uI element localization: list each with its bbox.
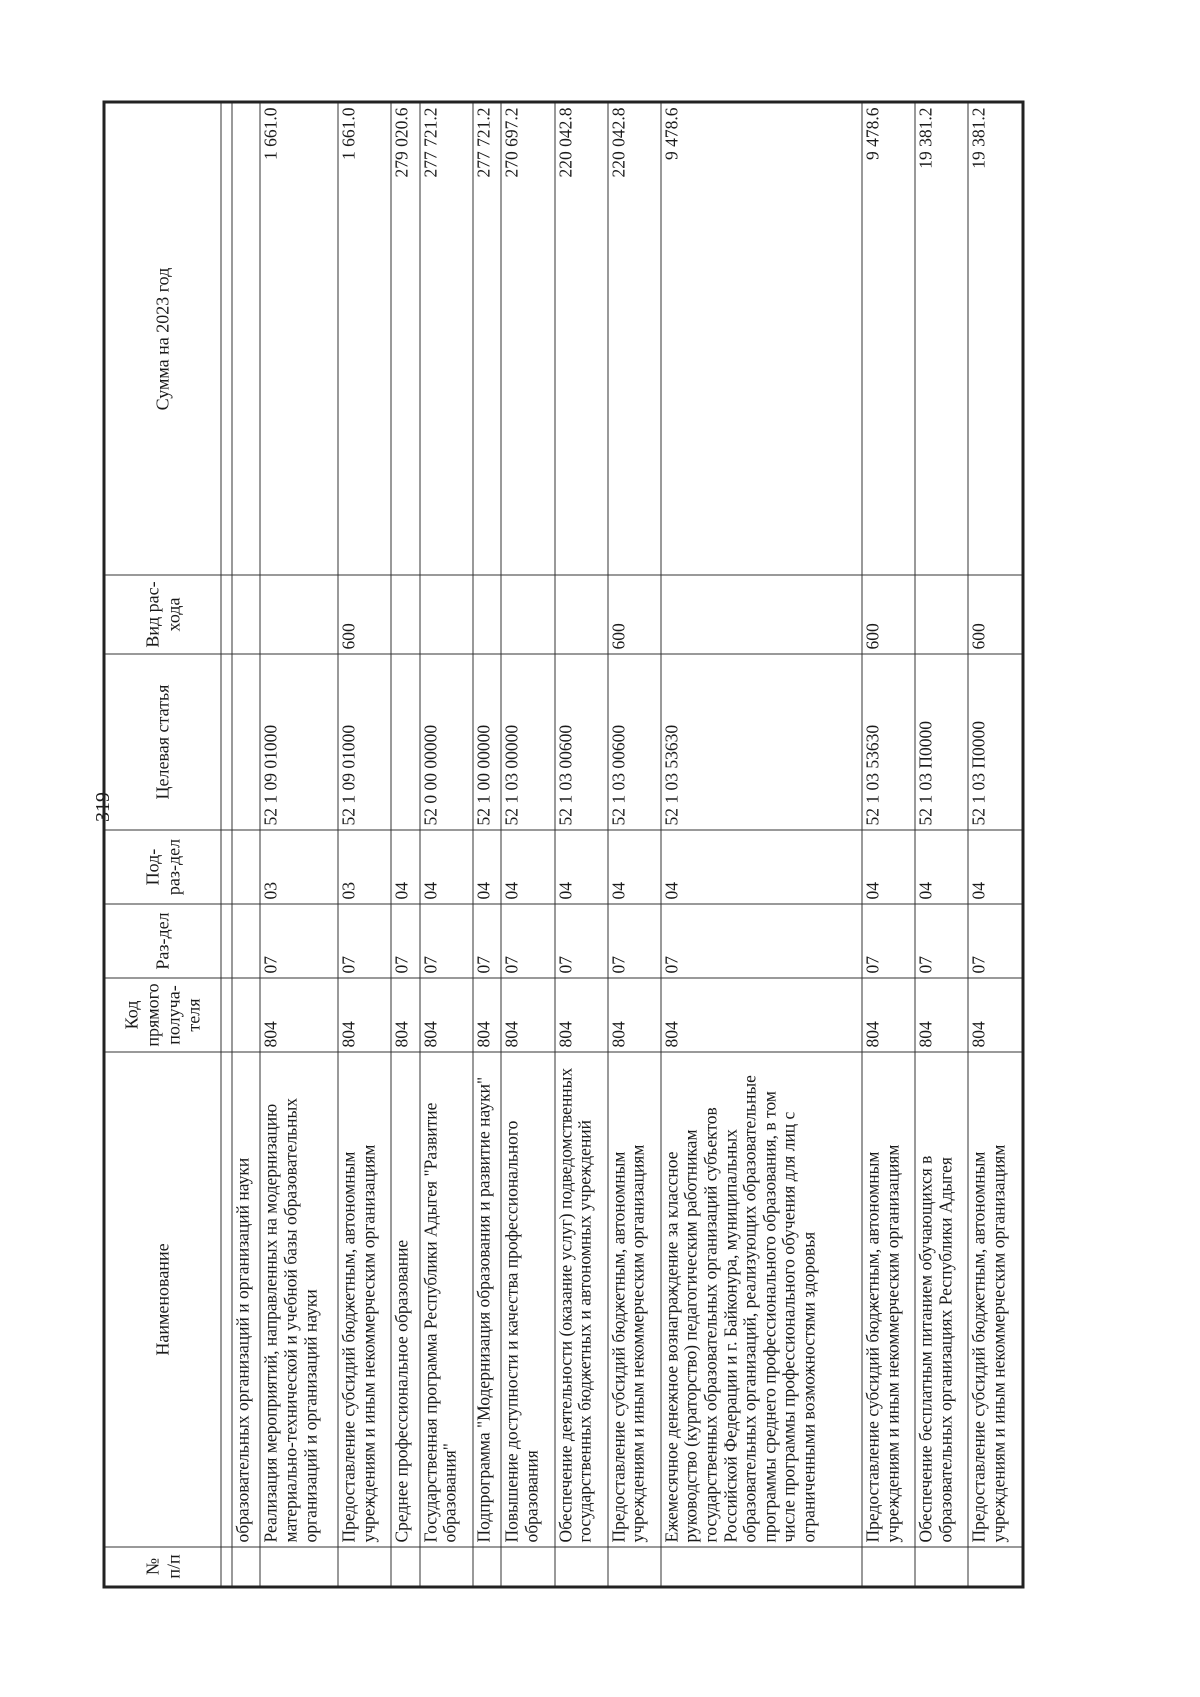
header-num: № п/п [104, 1547, 221, 1587]
header-razdel: Раз-дел [104, 904, 221, 978]
cell-name: Среднее профессиональное образование [391, 1052, 419, 1547]
cell-vid [391, 575, 419, 654]
cell-num [420, 1547, 473, 1587]
table-row [391, 102, 419, 1587]
cell-kod [232, 978, 260, 1052]
cell-podrazdel: 04 [420, 830, 473, 904]
cell-kod: 804 [555, 978, 608, 1052]
cell-sum: 1 661.0 [260, 102, 338, 575]
cell-sum: 270 697.2 [501, 102, 554, 575]
cell-sum: 277 721.2 [420, 102, 473, 575]
cell-vid: 600 [862, 575, 915, 654]
budget-table [103, 101, 1025, 1589]
table-row [473, 102, 501, 1587]
cell-name: Предоставление субсидий бюджетным, автономным учреждениям и иным некоммерческим организациям [968, 1052, 1023, 1547]
cell-kod: 804 [391, 978, 419, 1052]
cell-vid: 600 [338, 575, 391, 654]
cell-sum: 277 721.2 [473, 102, 501, 575]
cell-cel: 52 1 03 00600 [608, 654, 661, 830]
cell-name: Подпрограмма "Модернизация образования и развитие науки" [473, 1052, 501, 1547]
cell-podrazdel: 03 [260, 830, 338, 904]
cell-podrazdel: 04 [968, 830, 1023, 904]
cell-sum: 220 042.8 [555, 102, 608, 575]
cell-cel: 52 1 03 П0000 [968, 654, 1023, 830]
cell-vid [420, 575, 473, 654]
cell-vid [555, 575, 608, 654]
table-header-row [104, 102, 221, 1587]
cell-num [232, 1547, 260, 1587]
cell-kod: 804 [338, 978, 391, 1052]
cell-razdel: 07 [391, 904, 419, 978]
cell-name: Реализация мероприятий, направленных на модернизацию материально-технической и учебной базы образовательных организаций и организаций науки [260, 1052, 338, 1547]
spacer-cell [221, 654, 232, 830]
header-cel: Целевая статья [104, 654, 221, 830]
cell-cel: 52 1 09 01000 [338, 654, 391, 830]
cell-razdel: 07 [338, 904, 391, 978]
cell-vid [260, 575, 338, 654]
cell-name: Ежемесячное денежное вознаграждение за классное руководство (кураторство) педагогическим работникам государственных образовательных организаций субъектов Российской Федерации и г. Байконура, муниципальных образовательных организаций, реализующих образовательные программы среднего профессионального образования, в том числе программы профессионального обучения для лиц с ограниченными возможностями здоровья [661, 1052, 862, 1547]
cell-kod: 804 [968, 978, 1023, 1052]
table-spacer-row [221, 102, 232, 1587]
cell-num [260, 1547, 338, 1587]
cell-podrazdel: 04 [915, 830, 968, 904]
cell-cel: 52 1 03 00000 [501, 654, 554, 830]
cell-podrazdel: 04 [473, 830, 501, 904]
table-row [555, 102, 608, 1587]
cell-kod: 804 [661, 978, 862, 1052]
cell-vid: 600 [968, 575, 1023, 654]
cell-cel: 52 0 00 00000 [420, 654, 473, 830]
table-body [221, 102, 1023, 1587]
cell-razdel: 07 [608, 904, 661, 978]
cell-num [338, 1547, 391, 1587]
cell-kod: 804 [862, 978, 915, 1052]
table-row [338, 102, 391, 1587]
spacer-cell [221, 102, 232, 575]
cell-cel: 52 1 00 00000 [473, 654, 501, 830]
cell-sum: 1 661.0 [338, 102, 391, 575]
cell-razdel: 07 [473, 904, 501, 978]
cell-podrazdel: 03 [338, 830, 391, 904]
cell-razdel: 07 [501, 904, 554, 978]
spacer-cell [221, 830, 232, 904]
table-row [232, 102, 260, 1587]
cell-razdel: 07 [661, 904, 862, 978]
cell-kod: 804 [608, 978, 661, 1052]
cell-razdel: 07 [420, 904, 473, 978]
page-number: - 319 - [92, 780, 114, 834]
cell-name: Обеспечение бесплатным питанием обучающихся в образовательных организациях Республики Адыгея [915, 1052, 968, 1547]
cell-razdel: 07 [555, 904, 608, 978]
cell-name: Обеспечение деятельности (оказание услуг) подведомственных государственных бюджетных и автономных учреждений [555, 1052, 608, 1547]
cell-vid [501, 575, 554, 654]
cell-num [608, 1547, 661, 1587]
cell-vid [232, 575, 260, 654]
header-name: Наименование [104, 1052, 221, 1547]
cell-sum: 9 478.6 [862, 102, 915, 575]
cell-kod: 804 [915, 978, 968, 1052]
spacer-cell [221, 904, 232, 978]
cell-sum: 19 381.2 [968, 102, 1023, 575]
table-row [501, 102, 554, 1587]
cell-podrazdel: 04 [661, 830, 862, 904]
cell-cel: 52 1 03 00600 [555, 654, 608, 830]
table-row [968, 102, 1023, 1587]
cell-name: Предоставление субсидий бюджетным, автономным учреждениям и иным некоммерческим организациям [608, 1052, 661, 1547]
cell-num [555, 1547, 608, 1587]
cell-razdel: 07 [260, 904, 338, 978]
cell-sum: 9 478.6 [661, 102, 862, 575]
cell-sum [232, 102, 260, 575]
cell-num [391, 1547, 419, 1587]
table-row [608, 102, 661, 1587]
cell-cel: 52 1 03 53630 [661, 654, 862, 830]
table-row [915, 102, 968, 1587]
cell-name: Государственная программа Республики Адыгея "Развитие образования" [420, 1052, 473, 1547]
cell-cel [391, 654, 419, 830]
cell-sum: 279 020.6 [391, 102, 419, 575]
cell-vid [915, 575, 968, 654]
cell-num [862, 1547, 915, 1587]
spacer-cell [221, 1547, 232, 1587]
cell-name: Повышение доступности и качества профессионального образования [501, 1052, 554, 1547]
cell-podrazdel: 04 [608, 830, 661, 904]
cell-kod: 804 [420, 978, 473, 1052]
cell-num [473, 1547, 501, 1587]
cell-kod: 804 [501, 978, 554, 1052]
cell-num [661, 1547, 862, 1587]
cell-kod: 804 [473, 978, 501, 1052]
cell-cel: 52 1 09 01000 [260, 654, 338, 830]
cell-podrazdel: 04 [391, 830, 419, 904]
cell-num [968, 1547, 1023, 1587]
cell-name: Предоставление субсидий бюджетным, автономным учреждениям и иным некоммерческим организациям [862, 1052, 915, 1547]
cell-name: образовательных организаций и организаций науки [232, 1052, 260, 1547]
spacer-cell [221, 575, 232, 654]
table-row [661, 102, 862, 1587]
spacer-cell [221, 1052, 232, 1547]
cell-cel: 52 1 03 53630 [862, 654, 915, 830]
header-podrazdel: Под-раз-дел [104, 830, 221, 904]
table-row [420, 102, 473, 1587]
cell-cel [232, 654, 260, 830]
cell-podrazdel: 04 [501, 830, 554, 904]
spacer-cell [221, 978, 232, 1052]
cell-razdel: 07 [968, 904, 1023, 978]
cell-podrazdel [232, 830, 260, 904]
cell-razdel: 07 [862, 904, 915, 978]
header-sum: Сумма на 2023 год [104, 102, 221, 575]
cell-num [915, 1547, 968, 1587]
cell-name: Предоставление субсидий бюджетным, автономным учреждениям и иным некоммерческим организациям [338, 1052, 391, 1547]
header-vid: Вид рас-хода [104, 575, 221, 654]
cell-kod: 804 [260, 978, 338, 1052]
cell-sum: 220 042.8 [608, 102, 661, 575]
cell-podrazdel: 04 [862, 830, 915, 904]
cell-sum: 19 381.2 [915, 102, 968, 575]
cell-vid [661, 575, 862, 654]
cell-razdel [232, 904, 260, 978]
cell-razdel: 07 [915, 904, 968, 978]
cell-vid [473, 575, 501, 654]
table-row [862, 102, 915, 1587]
cell-cel: 52 1 03 П0000 [915, 654, 968, 830]
cell-vid: 600 [608, 575, 661, 654]
budget-table-wrapper [103, 104, 1025, 1589]
table-row [260, 102, 338, 1587]
cell-num [501, 1547, 554, 1587]
header-kod: Код прямого получа-теля [104, 978, 221, 1052]
cell-podrazdel: 04 [555, 830, 608, 904]
